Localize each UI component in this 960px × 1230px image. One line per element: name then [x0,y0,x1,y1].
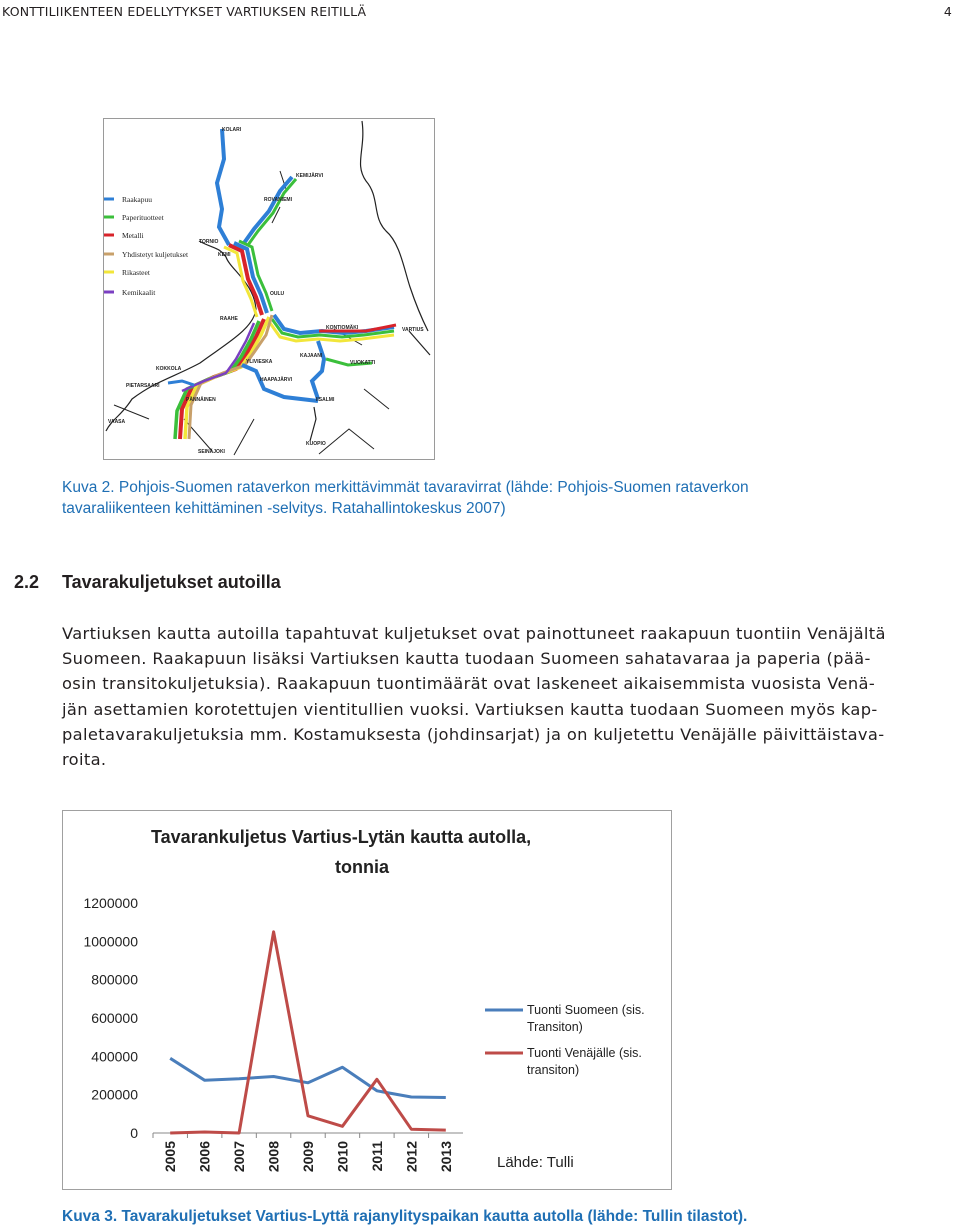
place-iisalmi: IISALMI [316,397,335,403]
place-pietarsaari: PIETARSAARI [126,383,160,389]
legend-label-yhdistetyt: Yhdistetyt kuljetukset [122,250,189,259]
x-tick-label: 2006 [196,1141,213,1173]
chart-source-annotation: Lähde: Tulli [497,1154,574,1171]
place-kuopio: KUOPIO [306,441,326,447]
x-tick-label: 2009 [300,1141,316,1173]
x-tick-label: 2005 [162,1141,179,1173]
y-tick-label: 1000000 [83,933,138,950]
series-line-tuonti-suomeen [170,1058,446,1097]
page-header [0,4,960,24]
series-line-tuonti-venajalle [170,932,446,1133]
place-ylivieska: YLIVIESKA [246,359,273,365]
eastern-border-line [361,121,430,355]
place-kokkola: KOKKOLA [156,366,182,372]
y-tick-label: 0 [130,1125,138,1141]
transport-chart [62,810,672,1190]
place-pannainen: PÄNNÄINEN [186,397,216,403]
x-tick-label: 2007 [231,1141,248,1173]
y-tick-label: 200000 [91,1086,138,1103]
railway-map [103,118,435,460]
figure-2-caption [62,477,957,519]
paragraph-line: jän asettamien korotettujen vientitullien vuoksi. Vartiuksen kautta tuodaan Suomeen myös kap- [62,699,878,719]
route-pietarsaari-blue [168,381,194,385]
place-haapajarvi: HAAPAJÄRVI [260,377,293,383]
chart-title-line1: Tavarankuljetus Vartius-Lytän kautta autolla, [151,827,532,847]
place-kemi: KEMI [218,252,231,258]
place-vuokatti: VUOKATTI [350,360,376,366]
route-kemijarvi-rovaniemi-green [248,179,296,245]
paragraph-line: osin transitokuljetuksia). Raakapuun tuontimäärät ovat laskeneet aikaisemmista vuosista Venä- [62,674,876,694]
place-oulu: OULU [270,291,285,297]
legend-label-tuonti-suomeen-2: Transiton) [527,1020,583,1034]
chart-legend [485,1003,645,1077]
legend-label-tuonti-suomeen-1: Tuonti Suomeen (sis. [527,1003,645,1017]
paragraph-line: Vartiuksen kautta autoilla tapahtuvat kuljetukset ovat painottuneet raakapuun tuontiin Venäjältä [62,624,886,643]
paragraph-line: Suomeen. Raakapuun lisäksi Vartiuksen kautta tuodaan Suomeen sahatavaraa ja paperia (pää- [62,649,871,669]
place-vaasa: VAASA [108,419,126,425]
legend-label-tuonti-venajalle-1: Tuonti Venäjälle (sis. [527,1046,642,1060]
legend-label-kemikaalit: Kemikaalit [122,288,156,297]
legend-label-rikasteet: Rikasteet [122,268,150,277]
transport-chart-svg [63,811,671,1189]
y-tick-label: 800000 [91,971,138,988]
route-kemi-oulu-blue [234,243,267,313]
route-kemi-oulu-red [229,245,262,315]
route-ylivieska-iisalmi-blue [242,365,318,401]
place-tornio: TORNIO [199,239,219,245]
legend-label-raakapuu: Raakapuu [122,195,152,204]
legend-label-metalli: Metalli [122,231,144,240]
route-kolari-kemi [217,129,229,245]
section-heading [14,572,281,593]
x-tick-label: 2008 [265,1141,282,1173]
place-kemijarvi: KEMIJÄRVI [296,173,324,179]
page-number: 4 [943,4,952,19]
x-tick-label: 2012 [403,1141,420,1173]
y-tick-label: 600000 [91,1010,138,1026]
place-kajaani: KAJAANI [300,353,323,359]
section-title: Tavarakuljetukset autoilla [62,572,281,592]
paragraph-line: paletavarakuljetuksia mm. Kostamuksesta (johdinsarjat) ja on kuljetettu Venäjälle päivittäistava- [62,724,885,744]
place-vartius: VARTIUS [402,327,424,333]
x-tick-label: 2011 [368,1141,385,1172]
place-kontiomaki: KONTIOMÄKI [326,325,359,331]
legend-label-paperituotteet: Paperituotteet [122,213,164,222]
place-seinajoki: SEINÄJOKI [198,449,225,455]
chart-title-line2: tonnia [335,857,389,877]
railway-map-svg [104,119,434,459]
body-paragraph [62,621,960,772]
section-number: 2.2 [14,572,40,592]
figure-3-caption: Kuva 3. Tavarakuljetukset Vartius-Lyttä rajanylityspaikan kautta autolla (lähde: Tullin tilastot). [62,1208,748,1225]
x-tick-label: 2010 [334,1141,351,1173]
route-kajaani-iisalmi-blue [312,341,324,399]
y-tick-label: 1200000 [83,895,138,911]
x-tick-label: 2013 [437,1141,454,1173]
header-title: KONTTILIIKENTEEN EDELLYTYKSET VARTIUKSEN REITILLÄ [2,4,367,19]
caption-line: tavaraliikenteen kehittäminen -selvitys. Ratahallintokeskus 2007) [62,500,506,517]
place-raahe: RAAHE [220,316,238,322]
paragraph-line: roita. [62,750,107,770]
place-rovaniemi: ROVANIEMI [264,197,292,203]
caption-line: Kuva 2. Pohjois-Suomen rataverkon merkittävimmät tavaravirrat (lähde: Pohjois-Suomen rataverkon [62,479,749,496]
place-kolari: KOLARI [222,127,242,133]
y-tick-label: 400000 [91,1048,138,1065]
route-kemijarvi-rovaniemi-blue [244,177,292,243]
route-iisalmi-kuopio [310,407,316,441]
legend-label-tuonti-venajalle-2: transiton) [527,1063,580,1077]
